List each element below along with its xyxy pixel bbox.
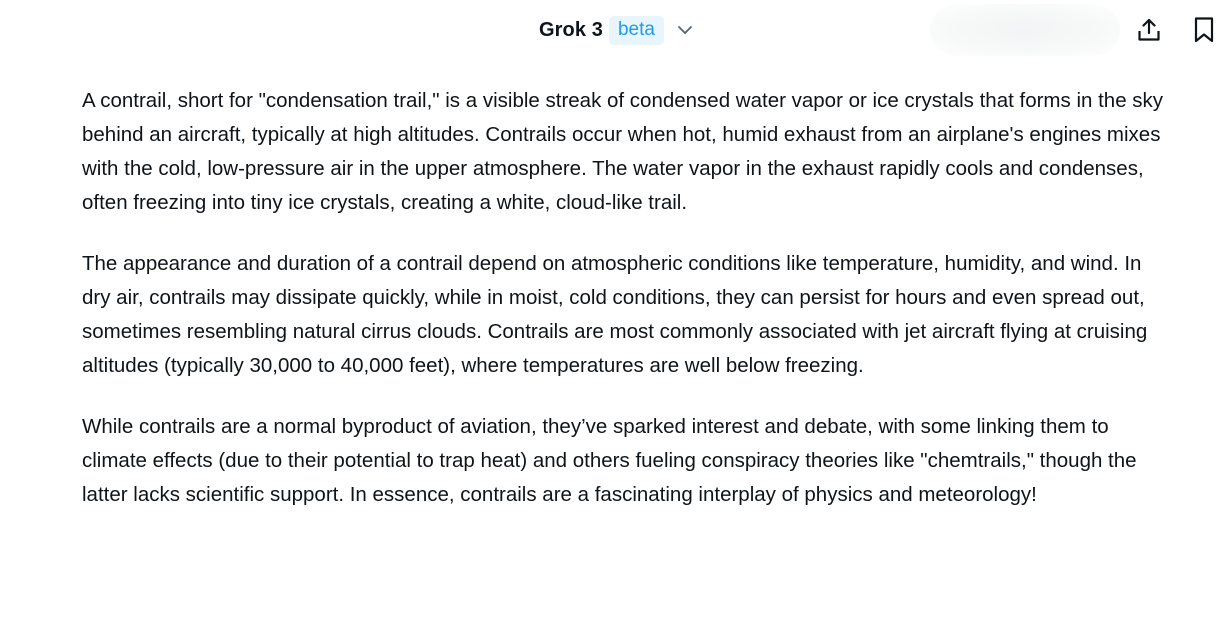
- bookmark-button[interactable]: [1186, 12, 1222, 48]
- blurred-header-region: [930, 4, 1120, 56]
- model-selector[interactable]: [532, 13, 703, 47]
- share-upload-icon: [1136, 17, 1162, 43]
- assistant-message: [82, 84, 1172, 539]
- message-paragraph: The appearance and duration of a contrail depend on atmospheric conditions like temperature, humidity, and wind. In dry air, contrails may dissipate quickly, while in moist, cold conditions, they can persist for hours and even spread out, sometimes resembling natural cirrus clouds. Contrails are most commonly associated with jet aircraft flying at cruising altitudes (typically 30,000 to 40,000 feet), where temperatures are well below freezing.: [82, 252, 1148, 377]
- message-paragraph: A contrail, short for "condensation trail," is a visible streak of condensed water vapor or ice crystals that forms in the sky behind an aircraft, typically at high altitudes. Contrails occur when hot, humid exhaust from an airplane's engines mixes with the cold, low-pressure air in the upper atmosphere. The water vapor in the exhaust rapidly cools and condenses, often freezing into tiny ice crystals, creating a white, cloud-like trail.: [82, 89, 1164, 214]
- model-name: Grok 3: [539, 18, 603, 41]
- bookmark-icon: [1192, 16, 1216, 44]
- chevron-down-icon: [674, 19, 696, 41]
- share-button[interactable]: [1131, 12, 1167, 48]
- top-bar: [0, 0, 1226, 62]
- message-paragraph: While contrails are a normal byproduct of aviation, they’ve sparked interest and debate, with some linking them to climate effects (due to their potential to trap heat) and others fueling conspiracy theories like "chemtrails," though the latter lacks scientific support. In essence, contrails are a fascinating interplay of physics and meteorology!: [82, 415, 1137, 506]
- beta-badge: beta: [609, 16, 664, 45]
